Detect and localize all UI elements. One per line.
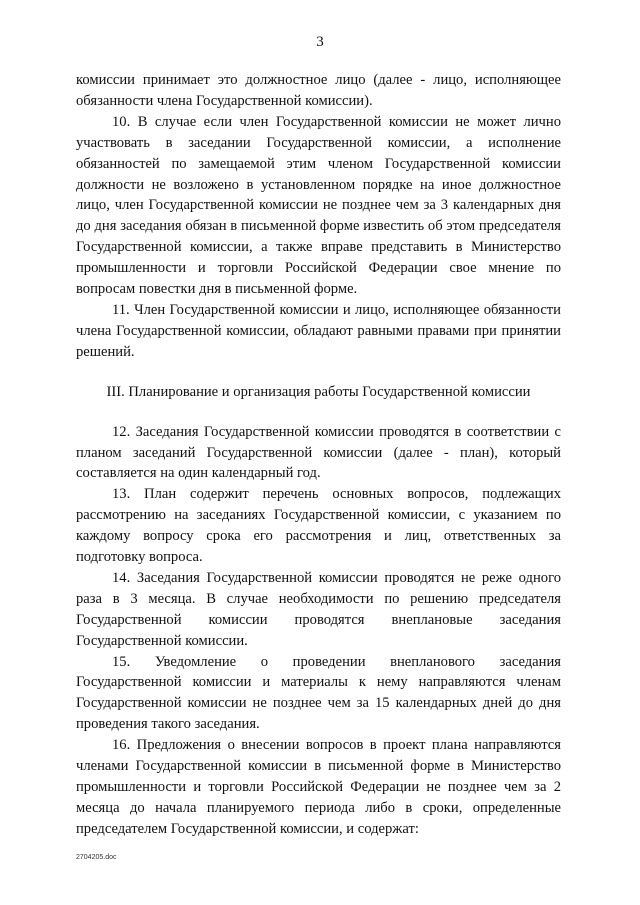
- paragraph: 14. Заседания Государственной комиссии проводятся не реже одного раза в 3 месяца. В случае необходимости по решению председателя Государственной комиссии проводятся внеплановые заседания Государственной комиссии.: [76, 569, 561, 649]
- paragraph: 11. Член Государственной комиссии и лицо, исполняющее обязанности члена Государственной комиссии, обладают равными правами при принятии решений.: [76, 301, 561, 360]
- document-body: [76, 70, 561, 840]
- paragraphs-after-heading: [76, 422, 561, 840]
- paragraph: 16. Предложения о внесении вопросов в проект плана направляются членами Государственной комиссии в письменной форме в Министерство промышленности и торговли Российской Федерации не позднее чем за 2 месяца до начала планируемого периода либо в сроки, определенные председателем Государственной комиссии, и содержат:: [76, 737, 561, 837]
- footer-filename: 2704205.doc: [76, 854, 117, 861]
- page-number: 3: [316, 34, 324, 50]
- paragraph: 15. Уведомление о проведении внепланового заседания Государственной комиссии и материалы к нему направляются членам Государственной комиссии не позднее чем за 15 календарных дней до дня проведения такого заседания.: [76, 653, 561, 733]
- paragraph: 10. В случае если член Государственной комиссии не может лично участвовать в заседании Государственной комиссии, а исполнение обязанностей по замещаемой этим членом Государственной комиссии должности не возложено в установленном порядке на иное должностное лицо, член Государственной комиссии не позднее чем за 3 календарных дня до дня заседания обязан в письменной форме известить об этом председателя Государственной комиссии, а также вправе представить в Министерство промышленности и торговли Российской Федерации свое мнение по вопросам повестки дня в письменной форме.: [76, 113, 561, 298]
- paragraphs-before-heading: [76, 70, 561, 363]
- paragraph: комиссии принимает это должностное лицо (далее - лицо, исполняющее обязанности члена Государственной комиссии).: [76, 72, 561, 109]
- section-heading: III. Планирование и организация работы Государственной комиссии: [106, 383, 531, 400]
- paragraph: 12. Заседания Государственной комиссии проводятся в соответствии с планом заседаний Государственной комиссии (далее - план), который составляется на один календарный год.: [76, 423, 561, 482]
- paragraph: 13. План содержит перечень основных вопросов, подлежащих рассмотрению на заседаниях Государственной комиссии, с указанием по каждому вопросу срока его рассмотрения и лиц, ответственных за подготовку вопроса.: [76, 486, 561, 566]
